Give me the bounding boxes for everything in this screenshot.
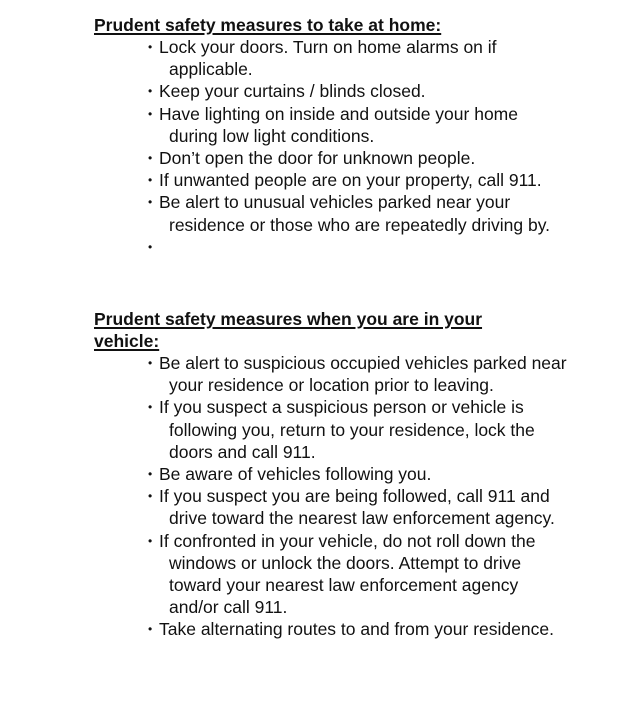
bullet-icon: •	[148, 40, 153, 54]
bullet-icon: •	[148, 151, 153, 166]
home-safety-list	[148, 36, 568, 258]
bullet-icon: •	[148, 533, 153, 548]
bullet-icon: •	[148, 173, 153, 188]
bullet-icon: •	[148, 84, 153, 99]
bullet-icon: •	[148, 622, 153, 637]
list-item: • Don’t open the door for unknown people.	[148, 148, 476, 169]
list-item: • If you suspect a suspicious person or vehicle is following you, return to your residence, lock the doors and call 911.	[148, 397, 535, 462]
vehicle-safety-heading: Prudent safety measures when you are in your vehicle:	[94, 309, 483, 352]
list-item-empty	[148, 236, 568, 258]
list-item: • If confronted in your vehicle, do not roll down the windows or unlock the doors. Attempt to drive toward your nearest law enforcement agency and/or call 911.	[148, 530, 536, 618]
bullet-icon: •	[148, 400, 153, 415]
bullet-icon: •	[148, 106, 153, 121]
list-item: • If unwanted people are on your property, call 911.	[148, 170, 542, 191]
home-safety-heading: Prudent safety measures to take at home:	[94, 15, 442, 35]
list-item: • If you suspect you are being followed, call 911 and drive toward the nearest law enforcement agency.	[148, 486, 555, 529]
list-item: • Take alternating routes to and from your residence.	[148, 619, 554, 640]
list-item: • Lock your doors. Turn on home alarms on if applicable.	[148, 37, 497, 80]
bullet-icon: •	[148, 356, 153, 370]
list-item: • Be alert to unusual vehicles parked near your residence or those who are repeatedly driving by.	[148, 192, 551, 235]
bullet-icon: •	[148, 467, 153, 482]
list-item: • Keep your curtains / blinds closed.	[148, 81, 426, 102]
bullet-icon: •	[148, 195, 153, 210]
bullet-icon: •	[148, 489, 153, 504]
list-item: • Have lighting on inside and outside your home during low light conditions.	[148, 103, 518, 146]
list-item: • Be alert to suspicious occupied vehicles parked near your residence or location prior to leaving.	[148, 353, 567, 396]
vehicle-safety-list	[148, 352, 568, 641]
list-item: • Be aware of vehicles following you.	[148, 464, 432, 485]
bullet-icon: •	[148, 239, 153, 254]
